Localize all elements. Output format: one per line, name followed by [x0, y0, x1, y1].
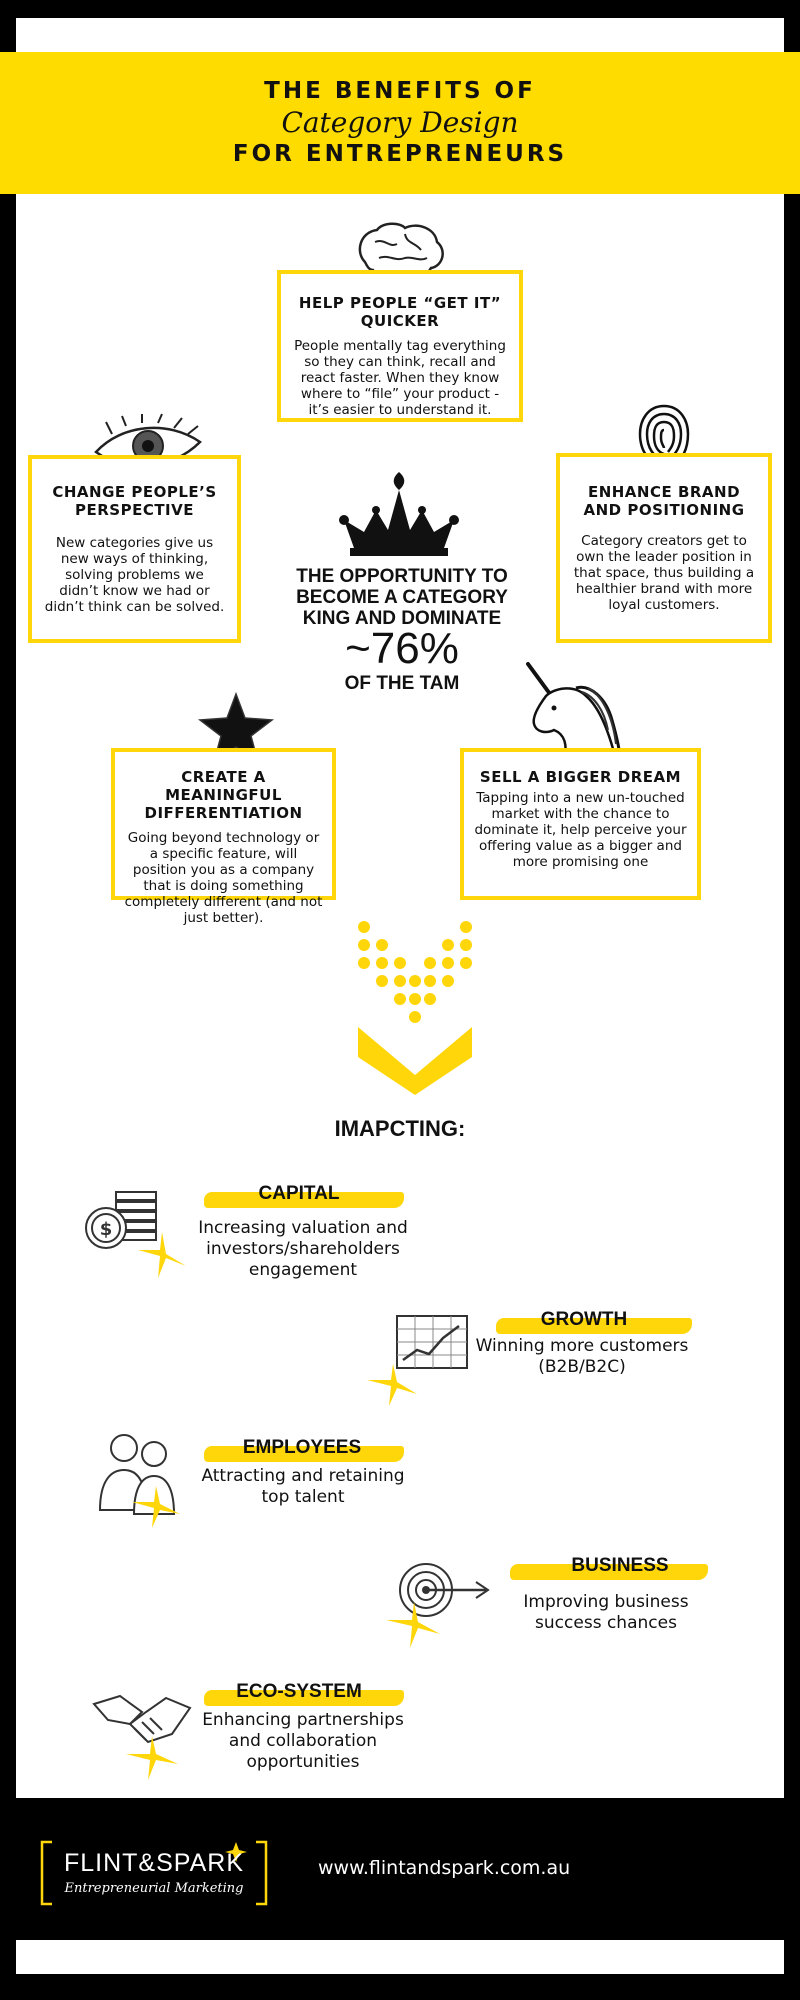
benefit-title: HELP PEOPLE “GET IT” QUICKER	[298, 294, 502, 330]
benefit-body: New categories give us new ways of thinking, solving problems we didn’t know we had or didn’t think can be solved.	[44, 535, 225, 615]
impact-label: ECO-SYSTEM	[236, 1681, 362, 1702]
money-icon	[80, 1188, 190, 1278]
center-opportunity-text: THE OPPORTUNITY TO BECOME A CATEGORY KING AND DOMINATE	[296, 566, 508, 629]
growth-chart-icon	[355, 1312, 473, 1402]
benefit-title: CHANGE PEOPLE’S PERSPECTIVE	[52, 483, 217, 519]
impact-text: Improving business success chances	[523, 1592, 689, 1633]
down-arrow-icon	[350, 915, 480, 1095]
footer-logo	[40, 1840, 268, 1906]
benefit-box-dream	[460, 748, 701, 900]
benefit-box-brand	[556, 453, 772, 643]
impact-label: BUSINESS	[571, 1555, 669, 1576]
impacting-title: IMAPCTING:	[334, 1116, 466, 1141]
impact-label: GROWTH	[540, 1309, 628, 1330]
center-percent: ~76%	[345, 624, 459, 673]
impact-text: Attracting and retaining top talent	[201, 1466, 405, 1507]
impact-label: EMPLOYEES	[242, 1437, 362, 1458]
logo-main-text: FLINT&SPARK	[63, 1849, 245, 1877]
benefit-title: ENHANCE BRAND AND POSITIONING	[583, 483, 745, 519]
header-banner	[0, 52, 800, 194]
benefit-box-differentiation	[111, 748, 336, 926]
impact-text: Enhancing partnerships and collaboration opportunities	[202, 1710, 404, 1772]
benefit-title: CREATE A MEANINGFUL DIFFERENTIATION	[144, 768, 303, 822]
header-script-title: Category Design	[281, 106, 519, 139]
benefit-body: Going beyond technology or a specific feature, will position you as a company that is doing something completely different (and not just better).	[124, 830, 323, 926]
impact-text: Winning more customers (B2B/B2C)	[475, 1336, 689, 1377]
target-icon	[366, 1560, 492, 1650]
center-suffix: OF THE TAM	[344, 673, 460, 694]
benefit-body: People mentally tag everything so they can think, recall and react faster. When they know where to “file” your product - it’s easier to understand it.	[294, 338, 506, 418]
header-line3: FOR ENTREPRENEURS	[232, 141, 568, 167]
benefit-body: Category creators get to own the leader position in that space, thus building a healthier brand with more loyal customers.	[573, 533, 755, 613]
footer-url-link[interactable]: www.flintandspark.com.au	[318, 1857, 571, 1879]
benefit-box-perspective	[28, 455, 241, 643]
svg-text:$: $	[99, 1219, 113, 1240]
crown-icon	[336, 470, 462, 560]
benefit-title: SELL A BIGGER DREAM	[479, 768, 682, 786]
benefit-body: Tapping into a new un-touched market with the chance to dominate it, help perceive your offering value as a bigger and more promising one	[474, 790, 687, 870]
impact-text: Increasing valuation and investors/shareholders engagement	[198, 1218, 408, 1280]
logo-sub-text: Entrepreneurial Marketing	[64, 1881, 244, 1896]
header-line1: THE BENEFITS OF	[264, 78, 536, 104]
bottom-strip	[16, 1940, 784, 1974]
impact-label: CAPITAL	[258, 1183, 340, 1204]
benefit-box-get-it	[277, 270, 523, 422]
handshake-icon	[90, 1690, 194, 1780]
people-icon	[94, 1430, 194, 1526]
